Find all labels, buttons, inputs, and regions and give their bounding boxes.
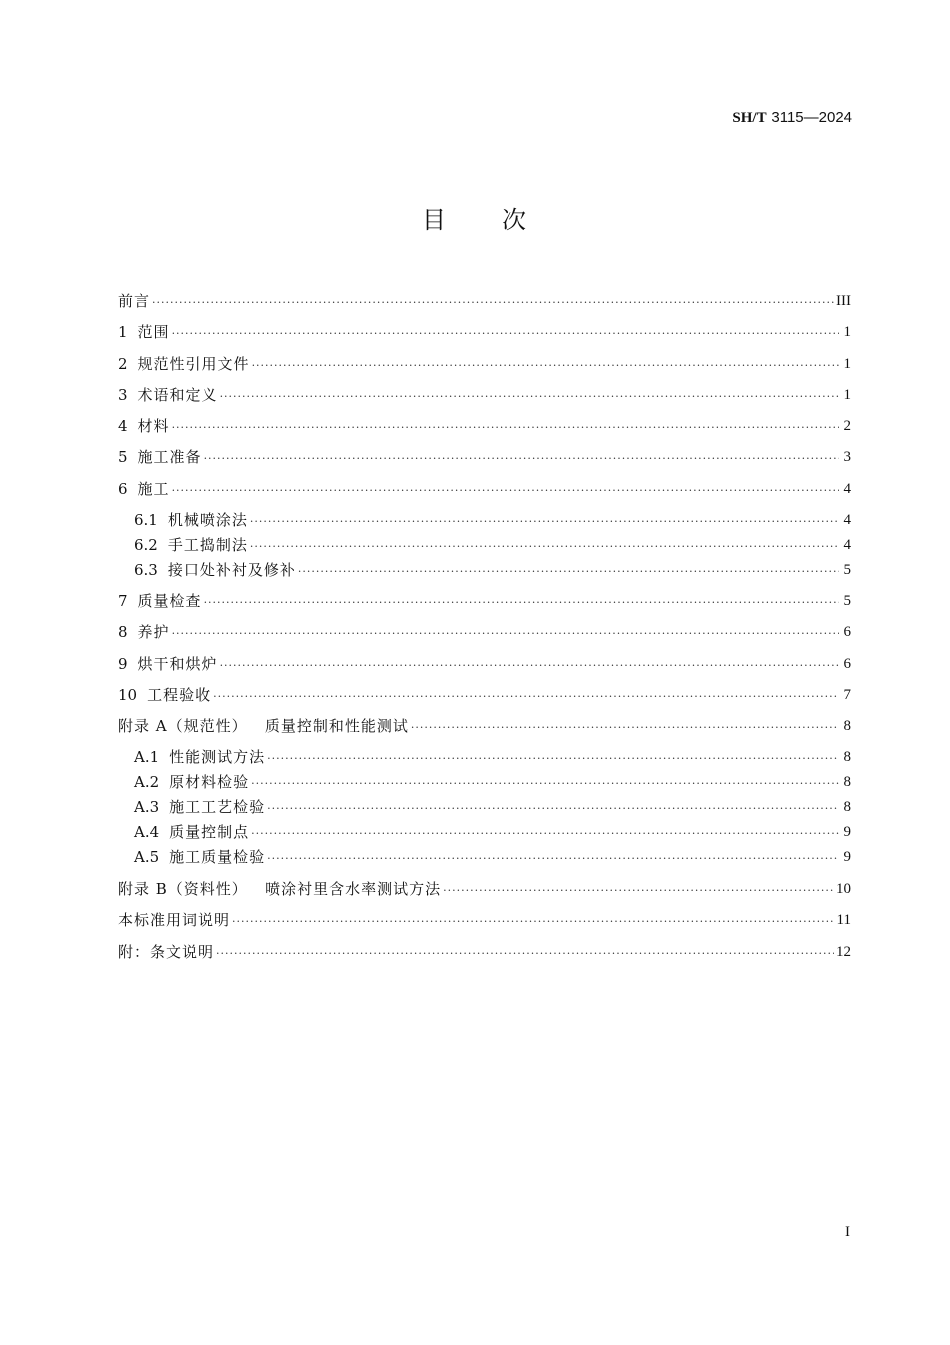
toc-entry-page: 3 [843,449,851,465]
toc-entry-label: 施工工艺检验 [169,798,266,816]
toc-leader-dots [250,540,839,554]
standard-prefix: SH/T [732,110,767,126]
page-number: I [845,1224,850,1240]
toc-leader-dots [172,627,839,641]
toc-entry[interactable] [118,717,851,735]
toc-entry-number: 9 [118,655,128,673]
toc-leader-dots [267,852,839,866]
toc-entry-page: 2 [843,418,851,434]
toc-leader-dots [204,596,839,610]
toc-entry-label: 施工准备 [137,448,202,466]
toc-entry[interactable] [134,511,851,529]
toc-entry-number: 6 [118,480,128,498]
toc-entry[interactable] [118,911,851,929]
toc-entry-page: 6 [843,656,851,672]
toc-leader-dots [251,777,839,791]
toc-leader-dots [213,690,839,704]
toc-leader-dots [267,802,839,816]
toc-entry-label: 范围 [137,323,170,341]
toc-entry-label: 烘干和烘炉 [137,655,218,673]
toc-entry[interactable] [134,773,851,791]
toc-entry-page: 10 [836,881,851,897]
toc-leader-dots [172,484,839,498]
toc-entry-page: 4 [843,537,851,553]
standard-number: 3115—2024 [771,109,852,126]
toc-entry[interactable] [118,880,851,898]
toc-leader-dots [172,421,839,435]
toc-entry-number: 10 [118,686,138,704]
toc-entry-label: 养护 [137,623,170,641]
toc-leader-dots [443,884,834,898]
toc-entry-number: 5 [118,448,128,466]
toc-entry-page: 8 [843,749,851,765]
toc-entry-number: 6.2 [134,536,158,554]
toc-entry[interactable] [118,323,851,341]
toc-entry-label: 附录 A（规范性） 质量控制和性能测试 [118,717,409,735]
toc-entry-page: 5 [843,593,851,609]
toc-entry-number: 6.1 [134,511,158,529]
toc-entry-page: 11 [836,912,851,928]
toc-entry[interactable] [118,943,851,961]
toc-entry-label: 附：条文说明 [118,943,215,961]
toc-entry-page: 8 [843,718,851,734]
toc-leader-dots [216,947,834,961]
toc-entry-label: 施工质量检验 [169,848,266,866]
toc-leader-dots [172,327,839,341]
toc-entry-page: 6 [843,624,851,640]
toc-entry-page: 9 [843,824,851,840]
toc-entry-page: 4 [843,481,851,497]
toc-entry-number: 1 [118,323,128,341]
toc-entry-label: 材料 [137,417,170,435]
toc-entry-label: 前言 [118,292,151,310]
toc-entry[interactable] [134,798,851,816]
toc-entry-number: A.5 [134,848,160,866]
title-char-1: 目 [422,206,448,234]
toc-entry-page: 5 [843,562,851,578]
toc-entry-page: 12 [836,944,851,960]
toc-leader-dots [267,752,839,766]
toc-entry-page: 1 [843,387,851,403]
toc-entry[interactable] [134,748,851,766]
toc-entry[interactable] [118,448,851,466]
toc-entry-page: 8 [843,774,851,790]
toc-entry-label: 性能测试方法 [169,748,266,766]
toc-entry-label: 机械喷涂法 [167,511,248,529]
toc-entry[interactable] [134,848,851,866]
toc-entry-number: 2 [118,355,128,373]
toc-leader-dots [220,390,839,404]
toc-entry-number: 6.3 [134,561,158,579]
document-code [732,108,852,127]
toc-entry-page: 4 [843,512,851,528]
toc-leader-dots [252,359,839,373]
toc-entry[interactable] [118,292,851,310]
toc-entry[interactable] [134,561,851,579]
toc-entry-label: 工程验收 [147,686,212,704]
toc-entry[interactable] [118,686,851,704]
toc-leader-dots [152,296,834,310]
toc-entry[interactable] [118,655,851,673]
toc-entry-number: A.1 [134,748,160,766]
toc-entry-page: III [836,293,851,309]
toc-leader-dots [250,515,839,529]
toc-entry[interactable] [118,592,851,610]
toc-entry[interactable] [134,823,851,841]
toc-entry-page: 1 [843,324,851,340]
toc-entry-label: 施工 [137,480,170,498]
toc-entry-number: 4 [118,417,128,435]
toc-entry-label: 术语和定义 [137,386,218,404]
toc-leader-dots [232,915,835,929]
toc-leader-dots [411,721,839,735]
toc-entry-label: 质量控制点 [169,823,250,841]
toc-entry-label: 质量检查 [137,592,202,610]
toc-entry[interactable] [134,536,851,554]
toc-entry-number: 7 [118,592,128,610]
toc-leader-dots [204,452,839,466]
toc-entry-number: A.3 [134,798,160,816]
toc-entry-number: A.2 [134,773,160,791]
toc-leader-dots [220,659,839,673]
toc-entry-page: 7 [843,687,851,703]
toc-entry-number: 8 [118,623,128,641]
toc-entry-label: 规范性引用文件 [137,355,250,373]
toc-entry-label: 附录 B（资料性） 喷涂衬里含水率测试方法 [118,880,442,898]
toc-leader-dots [251,827,839,841]
toc-entry[interactable] [118,417,851,435]
toc-entry-label: 本标准用词说明 [118,911,231,929]
toc-entry[interactable] [118,355,851,373]
title-char-2: 次 [502,206,528,234]
toc-entry[interactable] [118,623,851,641]
toc-entry-number: 3 [118,386,128,404]
toc-entry-label: 接口处补衬及修补 [167,561,296,579]
page-title [0,200,950,235]
toc-entry-page: 8 [843,799,851,815]
toc-entry[interactable] [118,480,851,498]
toc-entry-label: 手工捣制法 [167,536,248,554]
toc-entry-number: A.4 [134,823,160,841]
toc-entry[interactable] [118,386,851,404]
toc-entry-page: 1 [843,356,851,372]
toc-entry-label: 原材料检验 [169,773,250,791]
toc-leader-dots [298,565,839,579]
toc-entry-page: 9 [843,849,851,865]
